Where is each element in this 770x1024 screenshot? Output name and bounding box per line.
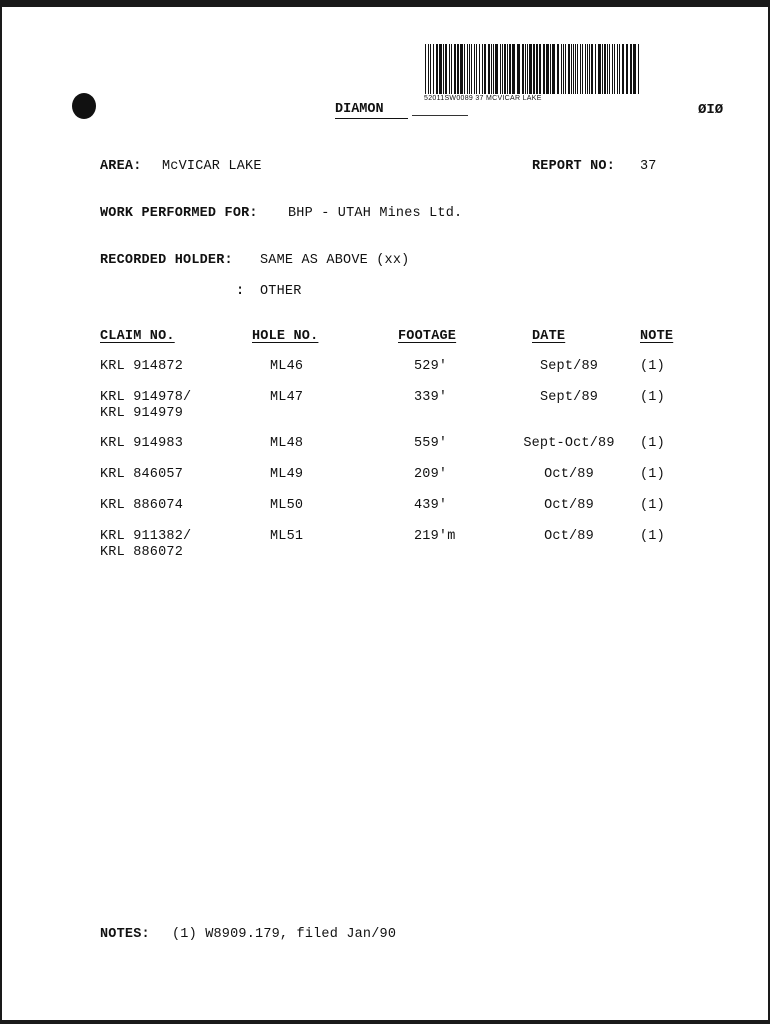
claim-no-cell: KRL 846057 [100,467,184,482]
note-cell: (1) [640,498,665,513]
date-cell: Oct/89 [544,467,594,482]
footage-cell: 529' [414,359,448,374]
header-footage: FOOTAGE [398,329,457,344]
work-performed-label: WORK PERFORMED FOR: [100,206,258,221]
footage-cell: 559' [414,436,448,451]
punch-hole-mark [72,93,96,119]
claim-no-cell: KRL 914979 [100,406,184,421]
hole-no-cell: ML49 [270,467,304,482]
hole-no-cell: ML47 [270,390,304,405]
date-cell: Sept/89 [539,359,599,374]
note-cell: (1) [640,529,665,544]
footage-cell: 439' [414,498,448,513]
note-cell: (1) [640,436,665,451]
barcode-underline [412,115,468,116]
other-marker: : [236,284,245,299]
work-performed-value: BHP - UTAH Mines Ltd. [288,206,463,221]
other-value: OTHER [260,284,302,299]
header-note: NOTE [640,329,674,344]
date-cell: Oct/89 [544,529,594,544]
document-page [2,7,768,1020]
barcode-caption: 52011SW0089 37 MCVICAR LAKE [424,95,542,102]
note-cell: (1) [640,359,665,374]
scan-edge-mark [0,770,2,970]
area-value: McVICAR LAKE [162,159,262,174]
hole-no-cell: ML50 [270,498,304,513]
report-value: 37 [640,159,657,174]
claim-no-cell: KRL 911382/ [100,529,192,544]
hole-no-cell: ML48 [270,436,304,451]
header-hole-no: HOLE NO. [252,329,319,344]
claim-no-cell: KRL 886072 [100,545,184,560]
header-claim-no: CLAIM NO. [100,329,175,344]
claim-no-cell: KRL 914872 [100,359,184,374]
date-cell: Sept-Oct/89 [523,436,615,451]
claim-no-cell: KRL 886074 [100,498,184,513]
header-date: DATE [532,329,566,344]
page-code: ØIØ [698,102,724,118]
note-cell: (1) [640,390,665,405]
notes-text: (1) W8909.179, filed Jan/90 [172,927,397,942]
date-cell: Sept/89 [539,390,599,405]
barcode [423,44,643,94]
area-label: AREA: [100,159,142,174]
recorded-holder-label: RECORDED HOLDER: [100,253,233,268]
claim-no-cell: KRL 914983 [100,436,184,451]
footage-cell: 339' [414,390,448,405]
hole-no-cell: ML51 [270,529,304,544]
hole-no-cell: ML46 [270,359,304,374]
note-cell: (1) [640,467,665,482]
footage-cell: 219'm [414,529,456,544]
notes-label: NOTES: [100,927,150,942]
date-cell: Oct/89 [544,498,594,513]
recorded-holder-value: SAME AS ABOVE (xx) [260,253,410,268]
report-label: REPORT NO: [532,159,616,174]
claim-no-cell: KRL 914978/ [100,390,192,405]
footage-cell: 209' [414,467,448,482]
file-name: DIAMON [335,102,408,119]
